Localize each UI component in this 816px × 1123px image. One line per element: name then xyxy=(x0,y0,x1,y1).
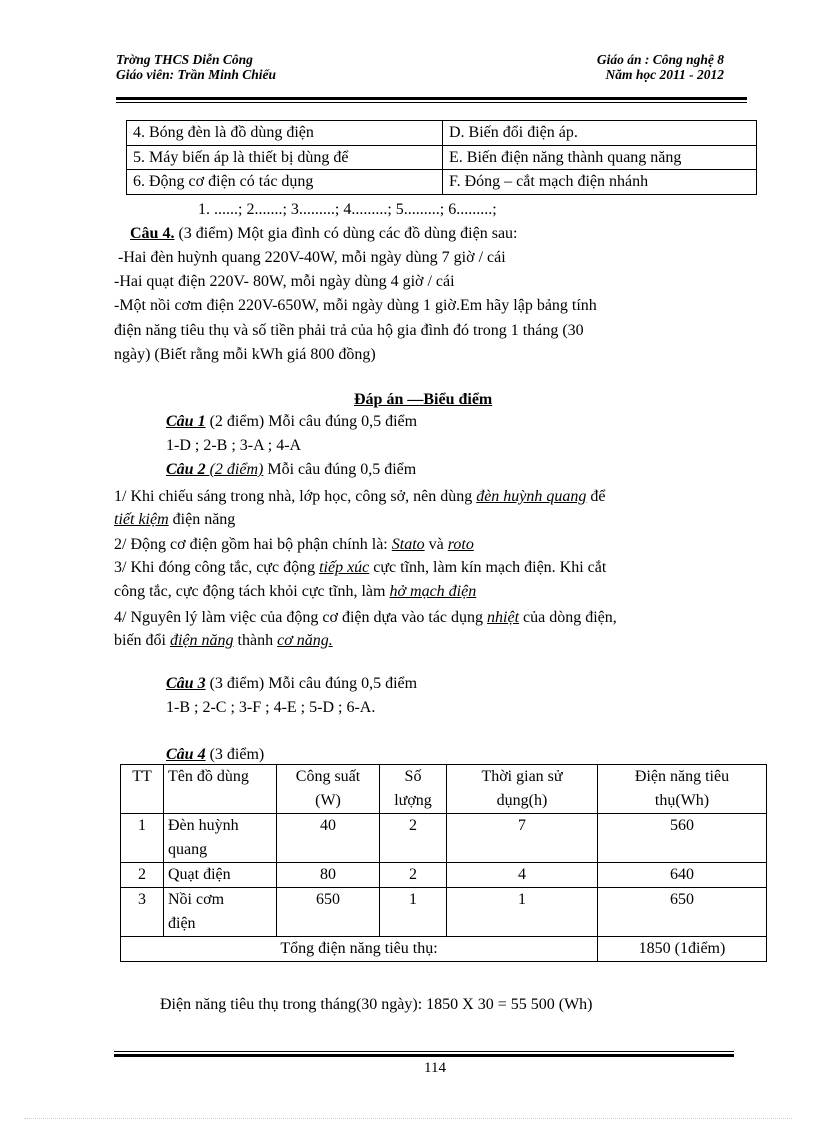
school-name: Trờng THCS Diễn Công xyxy=(116,52,253,67)
answer3-header xyxy=(166,674,417,694)
total-row xyxy=(121,937,767,962)
total-label: Tổng điện năng tiêu thụ: xyxy=(121,937,598,962)
question4-item: -Một nồi cơm điện 220V-650W, mỗi ngày dùng 1 giờ.Em hãy lập bảng tính xyxy=(114,297,597,314)
cell-tt: 3 xyxy=(121,888,164,937)
cell-name xyxy=(164,888,277,937)
cell-tt: 1 xyxy=(121,814,164,863)
text-span: của dòng điện, xyxy=(519,609,617,626)
cell-name: Quạt điện xyxy=(164,863,277,888)
cell-energy: 650 xyxy=(598,888,767,937)
answer1-key: 1-D ; 2-B ; 3-A ; 4-A xyxy=(166,437,302,454)
text-span: và xyxy=(424,536,448,553)
text-span: cực tĩnh, làm kín mạch điện. Khi cắt xyxy=(369,559,607,576)
table-row xyxy=(127,145,757,170)
match-left-cell: 4. Bóng đèn là đồ dùng điện xyxy=(127,121,443,146)
question4-intro: Một gia đình có dùng các đồ dùng điện sau: xyxy=(233,225,518,242)
teacher-name: Giáo viên: Trần Minh Chiểu xyxy=(116,67,277,82)
question4-line xyxy=(130,224,518,244)
text-span: biến đổi xyxy=(114,632,170,649)
cell-name xyxy=(164,814,277,863)
text-span: thành xyxy=(233,632,278,649)
table-header-row xyxy=(121,765,767,814)
table-row xyxy=(121,888,767,937)
answer2-item4 xyxy=(114,608,617,628)
cell-power: 80 xyxy=(277,863,380,888)
match-left-cell: 6. Động cơ điện có tác dụng xyxy=(127,170,443,195)
cell-time: 7 xyxy=(447,814,598,863)
question4-cont: ngày) (Biết rằng mỗi kWh giá 800 đồng) xyxy=(114,346,376,363)
cell-time: 4 xyxy=(447,863,598,888)
text-span: 2/ Động cơ điện gồm hai bộ phận chính là: xyxy=(114,536,392,553)
cell-tt: 2 xyxy=(121,863,164,888)
table-row xyxy=(127,170,757,195)
name-line: điện xyxy=(168,915,196,932)
name-line: Đèn huỳnh xyxy=(168,817,239,834)
cell-power: 650 xyxy=(277,888,380,937)
answer2-item4-cont xyxy=(114,631,333,651)
monthly-consumption: Điện năng tiêu thụ trong tháng(30 ngày): 1850 X 30 = 55 500 (Wh) xyxy=(160,996,593,1013)
answer4-header xyxy=(166,745,264,765)
answer1-label: Câu 1 xyxy=(166,413,206,430)
text-span: 4/ Nguyên lý làm việc của động cơ điện dựa vào tác dụng xyxy=(114,609,488,626)
question4-item: -Hai quạt điện 220V- 80W, mỗi ngày dùng 4 giờ / cái xyxy=(114,273,455,290)
header-cell xyxy=(598,765,767,814)
total-value: 1850 (1điểm) xyxy=(598,937,767,962)
question4-cont: điện năng tiêu thụ và số tiền phải trả của hộ gia đình đó trong 1 tháng (30 xyxy=(114,322,584,339)
text-span: công tắc, cực động tách khỏi cực tĩnh, làm xyxy=(114,583,390,600)
name-line: Nồi cơm xyxy=(168,891,225,908)
cell-energy: 560 xyxy=(598,814,767,863)
fill-answer: cơ năng. xyxy=(277,632,333,649)
header-line: thụ(Wh) xyxy=(654,792,710,809)
footer-rule-thin xyxy=(114,1051,734,1052)
cell-qty: 2 xyxy=(380,814,447,863)
question4-title: Câu 4. xyxy=(130,225,175,242)
header-cell: TT xyxy=(121,765,164,814)
fill-answer: nhiệt xyxy=(487,609,520,626)
energy-table xyxy=(120,764,767,962)
page-number: 114 xyxy=(424,1060,446,1076)
header-cell xyxy=(380,765,447,814)
fill-answer: đèn huỳnh quang xyxy=(476,488,587,505)
answer2-points: (2 điểm) xyxy=(205,461,264,478)
header-rule-thick xyxy=(116,97,747,100)
cell-qty: 1 xyxy=(380,888,447,937)
answer1-header xyxy=(166,412,417,432)
header-line: Công suất xyxy=(295,768,361,785)
answers-heading: Đáp án —Biểu điểm xyxy=(354,391,493,408)
page-edge-dots xyxy=(24,1118,792,1119)
fill-answer: Stato xyxy=(391,536,425,553)
header-line: Thời gian sử xyxy=(481,768,563,785)
text-span: để xyxy=(586,488,606,505)
cell-qty: 2 xyxy=(380,863,447,888)
answer4-label: Câu 4 xyxy=(166,746,206,763)
answer-blanks-line: 1. ......; 2.......; 3.........; 4.........; 5.........; 6.........; xyxy=(198,201,497,218)
table-row xyxy=(121,863,767,888)
header-line: lượng xyxy=(394,792,432,809)
answer2-item3 xyxy=(114,558,606,578)
header-line: (W) xyxy=(315,792,341,809)
header-cell xyxy=(277,765,380,814)
header-left xyxy=(116,52,276,82)
answer2-rest: Mỗi câu đúng 0,5 điểm xyxy=(263,461,417,478)
answer2-item1-cont xyxy=(114,510,235,530)
match-right-cell: F. Đóng – cắt mạch điện nhánh xyxy=(443,170,757,195)
header-right xyxy=(597,52,724,82)
answer2-item2 xyxy=(114,535,474,555)
text-span: 1/ Khi chiếu sáng trong nhà, lớp học, công sở, nên dùng xyxy=(114,488,477,505)
header-cell xyxy=(447,765,598,814)
answer4-rest: (3 điểm) xyxy=(205,746,265,763)
header-cell: Tên đồ dùng xyxy=(164,765,277,814)
answer2-item1 xyxy=(114,487,606,507)
school-year: Năm học 2011 - 2012 xyxy=(605,67,724,82)
matching-table xyxy=(126,120,757,195)
cell-time: 1 xyxy=(447,888,598,937)
answer3-rest: (3 điểm) Mỗi câu đúng 0,5 điểm xyxy=(205,675,418,692)
subject-name: Giáo án : Công nghệ 8 xyxy=(596,52,724,67)
fill-answer: điện năng xyxy=(170,632,234,649)
answer2-item3-cont xyxy=(114,582,476,602)
answer3-key: 1-B ; 2-C ; 3-F ; 4-E ; 5-D ; 6-A. xyxy=(166,699,376,716)
match-right-cell: D. Biến đổi điện áp. xyxy=(443,121,757,146)
question4-item: -Hai đèn huỳnh quang 220V-40W, mỗi ngày dùng 7 giờ / cái xyxy=(118,249,506,266)
answer2-label: Câu 2 xyxy=(166,461,206,478)
header-line: dụng(h) xyxy=(496,792,548,809)
header-line: Điện năng tiêu xyxy=(634,768,730,785)
answer2-header xyxy=(166,460,416,480)
match-left-cell: 5. Máy biến áp là thiết bị dùng để xyxy=(127,145,443,170)
answer1-rest: (2 điểm) Mỗi câu đúng 0,5 điểm xyxy=(205,413,418,430)
header-rule-thin xyxy=(116,102,747,103)
fill-answer: hở mạch điện xyxy=(389,583,477,600)
fill-answer: tiếp xúc xyxy=(319,559,370,576)
answer3-label: Câu 3 xyxy=(166,675,206,692)
header-line: Số xyxy=(404,768,422,785)
footer-rule-thick xyxy=(114,1054,734,1057)
cell-energy: 640 xyxy=(598,863,767,888)
fill-answer: tiết kiệm xyxy=(114,511,169,528)
name-line: quang xyxy=(168,841,208,858)
question4-points: (3 điểm) xyxy=(178,225,234,242)
text-span: điện năng xyxy=(168,511,236,528)
cell-power: 40 xyxy=(277,814,380,863)
table-row xyxy=(127,121,757,146)
text-span: 3/ Khi đóng công tắc, cực động xyxy=(114,559,320,576)
table-row xyxy=(121,814,767,863)
match-right-cell: E. Biến điện năng thành quang năng xyxy=(443,145,757,170)
fill-answer: roto xyxy=(447,536,474,553)
